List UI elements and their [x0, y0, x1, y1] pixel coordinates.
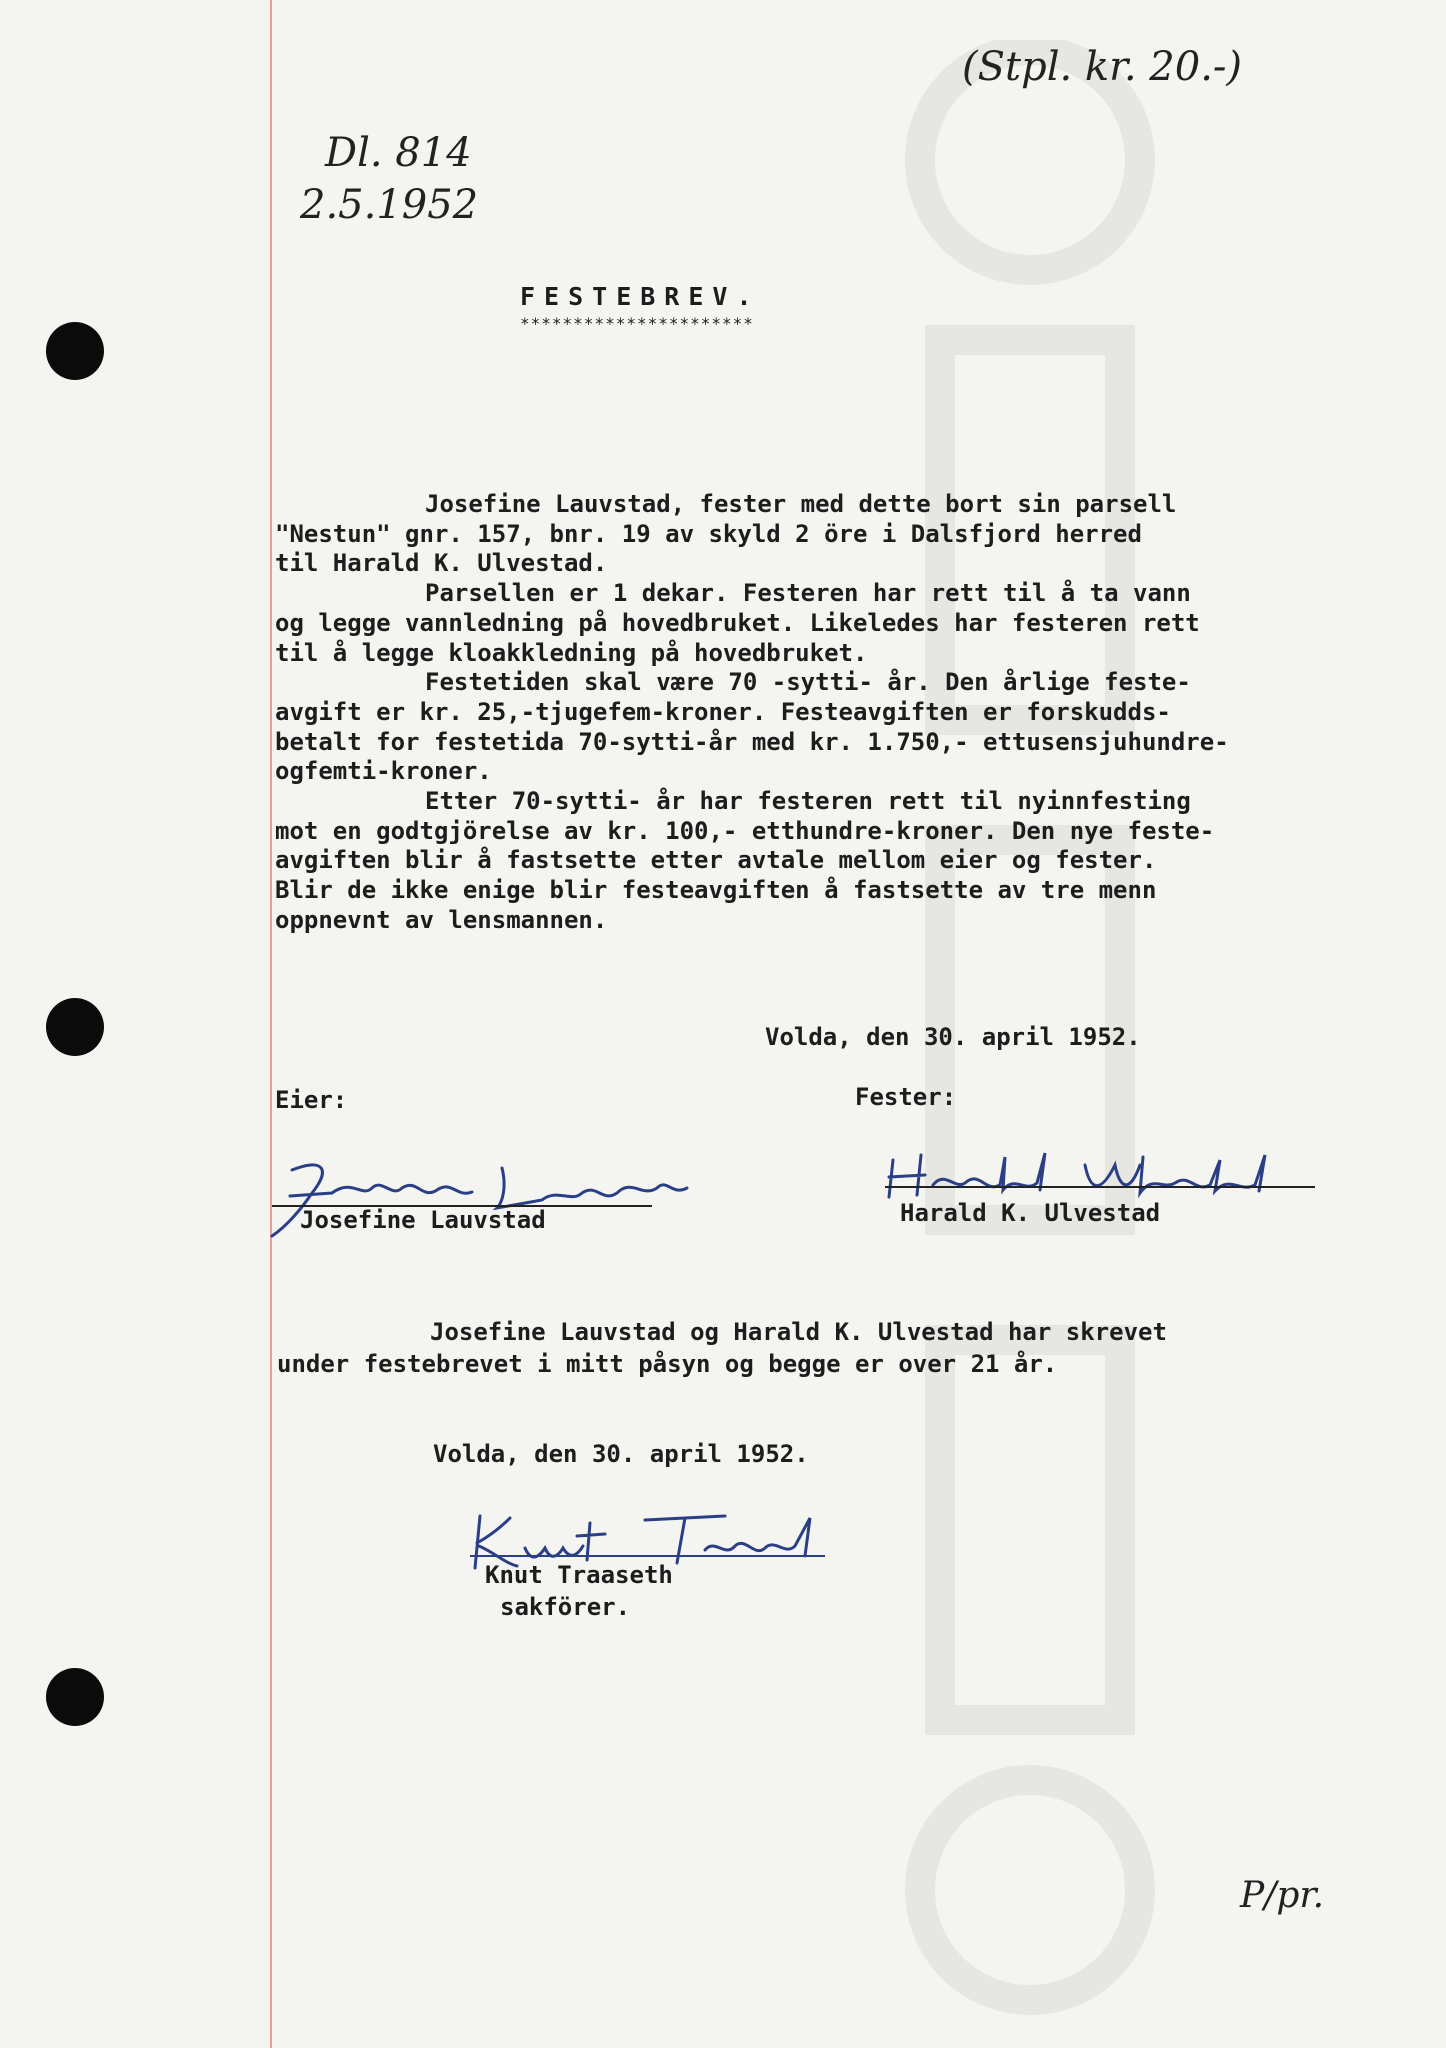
body-line: til Harald K. Ulvestad. [275, 549, 608, 578]
body-line: avgiften blir å fastsette etter avtale mellom eier og fester. [275, 846, 1157, 875]
stamp-duty-note: (Stpl. kr. 20.-) [962, 44, 1243, 90]
witness-title: sakförer. [500, 1593, 631, 1621]
body-line: mot en godtgjörelse av kr. 100,- etthundre-kroner. Den nye feste- [275, 816, 1215, 845]
title-underline: ********************** [520, 314, 754, 333]
body-line: Josefine Lauvstad, fester med dette bort sin parsell [425, 490, 1177, 518]
body-line: "Nestun" gnr. 157, bnr. 19 av skyld 2 öre i Dalsfjord herred [275, 519, 1142, 548]
punch-hole-bottom [46, 1668, 104, 1726]
punch-hole-top [46, 322, 104, 380]
document-title: FESTEBREV. [520, 282, 761, 311]
body-line: ogfemti-kroner. [275, 757, 492, 786]
body-line: avgift er kr. 25,-tjugefem-kroner. Festeavgiften er forskudds- [275, 697, 1171, 726]
margin-line [270, 0, 272, 2048]
initials: P/pr. [1240, 1875, 1325, 1916]
lessee-name: Harald K. Ulvestad [900, 1199, 1161, 1227]
body-line: og legge vannledning på hovedbruket. Likeledes har festeren rett [275, 608, 1200, 637]
registration-date: 2.5.1952 [300, 182, 479, 228]
witness-name: Knut Traaseth [485, 1561, 673, 1589]
owner-name: Josefine Lauvstad [300, 1206, 546, 1234]
body-line: Parsellen er 1 dekar. Festeren har rett til å ta vann [425, 579, 1191, 608]
registration-number: Dl. 814 [325, 130, 472, 176]
body-line: oppnevnt av lensmannen. [275, 905, 608, 934]
punch-hole-middle [46, 998, 104, 1056]
body-line: Etter 70-sytti- år har festeren rett til nyinnfesting [425, 787, 1191, 816]
body-line: betalt for festetida 70-sytti-år med kr. 1.750,- ettusensjuhundre- [275, 727, 1229, 756]
body-line: Festetiden skal være 70 -sytti- år. Den årlige feste- [425, 668, 1191, 697]
witness-statement-line1: Josefine Lauvstad og Harald K. Ulvestad har skrevet [430, 1318, 1167, 1346]
witness-statement-line2: under festebrevet i mitt påsyn og begge er over 21 år. [277, 1350, 1058, 1378]
body-line: Blir de ikke enige blir festeavgiften å fastsette av tre menn [275, 876, 1157, 905]
lessee-label: Fester: [855, 1083, 957, 1111]
owner-label: Eier: [275, 1086, 348, 1114]
body-line: til å legge kloakkledning på hovedbruket. [275, 638, 868, 667]
body-text [275, 490, 1229, 936]
place-date: Volda, den 30. april 1952. [765, 1023, 1141, 1051]
witness-place-date: Volda, den 30. april 1952. [433, 1440, 809, 1468]
